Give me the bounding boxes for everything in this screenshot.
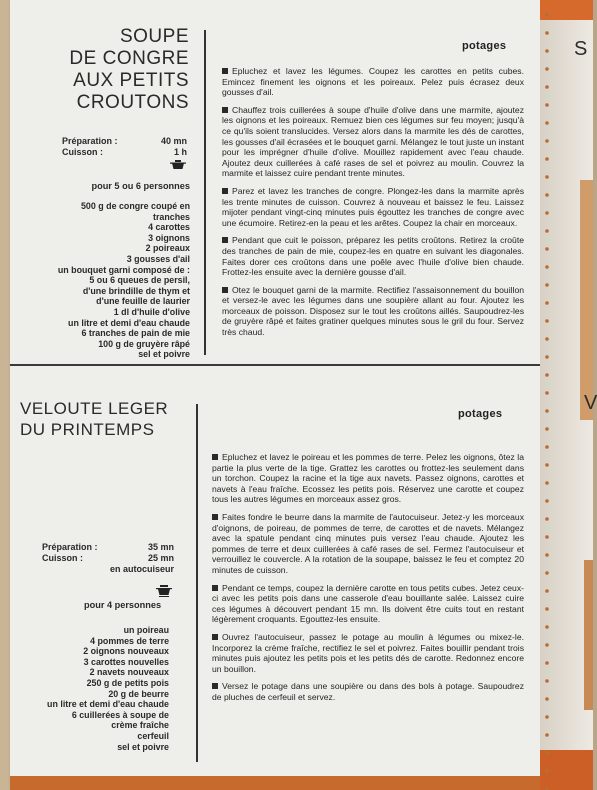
ingredient: crème fraîche [111,720,169,731]
cook-method: en autocuiseur [109,564,174,574]
instruction-step: Faites fondre le beurre dans la marmite de l'autocuiseur. Jetez-y les morceaux d'oignons, de poireau, de pommes de terre, de carottes et de navets. Mélangez avec la spatule pendant cinq minutes puis versez l'eau chaude. Ajoutez les pommes de terre et deux cuillerées à café rases de sel. Fermez l'autocuiseur et verrouillez le couvercle. A la rotation de la soupape, baissez le feu et comptez 20 minutes de cuisson. [212,511,524,575]
ingredient: un bouquet garni composé de : [57,264,190,275]
cook-label: Cuisson : [42,553,84,563]
ingredient: cerfeuil [137,730,169,741]
ingredient-list [47,625,169,752]
bullet-icon [222,237,228,243]
ingredient: 6 cuillerées à soupe de [71,709,169,720]
ingredient-list [58,201,190,360]
ingredient: un poireau [123,625,169,635]
prep-info [42,542,174,576]
pot-icon [170,159,186,174]
section-divider [10,364,540,366]
bullet-icon [222,188,228,194]
prep-label: Préparation : [42,542,98,552]
prep-label: Préparation : [62,136,118,146]
ingredient: d'une feuille de laurier [96,296,190,307]
category-tag: potages [458,408,503,420]
binding-holes [540,0,554,790]
bullet-icon [222,287,228,293]
ingredient: 3 carottes nouvelles [83,656,169,667]
bullet-icon [222,68,228,74]
bullet-icon [212,585,218,591]
instruction-step: Versez le potage dans une soupière ou dans des bols à potage. Saupoudrez de pluches de cerfeuil et servez. [212,681,524,702]
ingredient: 100 g de gruyère râpé [98,338,190,349]
recipe-title: VELOUTE LEGER DU PRINTEMPS [20,399,169,439]
ingredient: sel et poivre [138,349,190,360]
ingredient: 4 carottes [148,222,190,233]
prep-value: 35 mn [147,542,174,552]
ingredient: 4 pommes de terre [90,635,169,646]
ingredient: 2 navets nouveaux [89,667,169,678]
ingredient: un litre et demi d'eau chaude [47,699,169,710]
next-page-letter: S [574,38,588,60]
cook-value: 25 mn [147,553,174,563]
next-page-letter: V [584,392,597,414]
ingredient: 20 g de beurre [108,688,169,699]
ingredient: 500 g de congre coupé en [81,201,190,211]
bullet-icon [222,107,228,113]
ingredient: un litre et demi d'eau chaude [68,317,190,328]
bullet-icon [212,634,218,640]
ingredient: 3 gousses d'ail [126,253,190,264]
prep-info [62,136,187,160]
instruction-step: Parez et lavez les tranches de congre. Plongez-les dans la marmite après les trente minutes de cuisson. Couvrez à nouveau et baissez le feu. Laissez mijoter pendant vingt-cinq minutes puis égouttez les tranches de congre avec une écumoire. Retirez-en la peau et les arêtes. Coupez la chair en morceaux. [222,185,524,228]
column-divider [196,404,198,762]
cook-value: 1 h [173,147,187,157]
instruction-step: Pendant ce temps, coupez la dernière carotte en tous petits cubes. Jetez ceux-ci avec les petits pois dans une casserole d'eau bouillante salée. Laissez cuire ces légumes à découvert pendant 15 mn. Ils doivent être cuits tout en restant légèrement croquants. Egouttez-les ensuite. [212,582,524,625]
category-tag: potages [462,40,507,52]
prep-value: 40 mn [160,136,187,146]
servings: pour 4 personnes [84,600,162,610]
bullet-icon [212,454,218,460]
recipe-instructions [212,452,524,709]
instruction-step: Epluchez et lavez les légumes. Coupez les carottes en petits cubes. Emincez finement les oignons et les poireaux. Pelez puis écrasez deux gousses d'ail. [222,66,524,98]
ingredient: 2 oignons nouveaux [83,646,169,657]
ingredient: 6 tranches de pain de mie [81,328,190,339]
column-divider [204,30,206,355]
bullet-icon [212,683,218,689]
ingredient: 5 ou 6 queues de persil, [89,275,190,286]
pot-icon [156,584,172,601]
ingredient: 1 dl d'huile d'olive [113,306,190,317]
instruction-step: Pendant que cuit le poisson, préparez les petits croûtons. Retirez la croûte des tranches de pain de mie, coupez-les en quatre en suivant les diagonales. Faites dorer ces croûtons dans une poêle avec l'huile d'olive bien chaude. Frottez-les ensuite avec la dernière gousse d'ail. [222,235,524,278]
recipe-instructions [222,66,524,345]
ingredient: d'une brindille de thym et [82,285,190,296]
instruction-step: Chauffez trois cuillerées à soupe d'huile d'olive dans une marmite, ajoutez les oignons et les poireaux. Remuez bien ces légumes sur feu moyen; jusqu'à ce qu'ils soient translucides. Versez alors dans la marmite les dés de carottes, les gousses d'ail écrasées et le bouquet garni. Mélangez le tout juste un instant pour les imprégner d'huile d'olive. Mouillez rapidement avec l'eau chaude. Ajoutez deux cuillerées à café rases de sel et poivrez au moulin. Couvrez la marmite et laissez cuire pendant trente minutes. [222,104,524,179]
servings: pour 5 ou 6 personnes [91,181,190,191]
ingredient: sel et poivre [117,741,169,752]
instruction-step: Otez le bouquet garni de la marmite. Rectifiez l'assaisonnement du bouillon et versez-le avec les légumes dans une soupière allant au four. Ajoutez les morceaux de poisson. Disposez sur le tout les croûtons aillés. Saupoudrez-les de gruyère râpé et faites gratiner quelques minutes sous le gril du four. Servez très chaud. [222,284,524,338]
bullet-icon [212,514,218,520]
ingredient: tranches [153,211,190,222]
photo-edge [580,180,593,420]
bottom-band [10,776,540,790]
instruction-step: Epluchez et lavez le poireau et les pommes de terre. Pelez les oignons, ôtez la partie la plus verte de la tige. Grattez les carottes ou frottez-les seulement dans un torchon. Coupez la racine et la tige aux navets. Passez oignons, carottes et navets à l'eau fraîche. Ecossez les petits pois. Réservez une carotte et coupez tous les autres légumes en morceaux assez gros. [212,452,524,505]
ingredient: 3 oignons [148,232,190,243]
instruction-step: Ouvrez l'autocuiseur, passez le potage au moulin à légumes ou mixez-le. Incorporez la crème fraîche, rectifiez le sel et poivrez. Faites bouillir pendant trois minutes puis ajoutez les petits pois et les petits dés de carotte. Redonnez encore un bouillon. [212,631,524,674]
ingredient: 2 poireaux [145,243,190,254]
photo-edge [584,560,593,710]
cook-label: Cuisson : [62,147,104,157]
ingredient: 250 g de petits pois [86,677,169,688]
recipe-title: SOUPE DE CONGRE AUX PETITS CROUTONS [69,26,189,113]
